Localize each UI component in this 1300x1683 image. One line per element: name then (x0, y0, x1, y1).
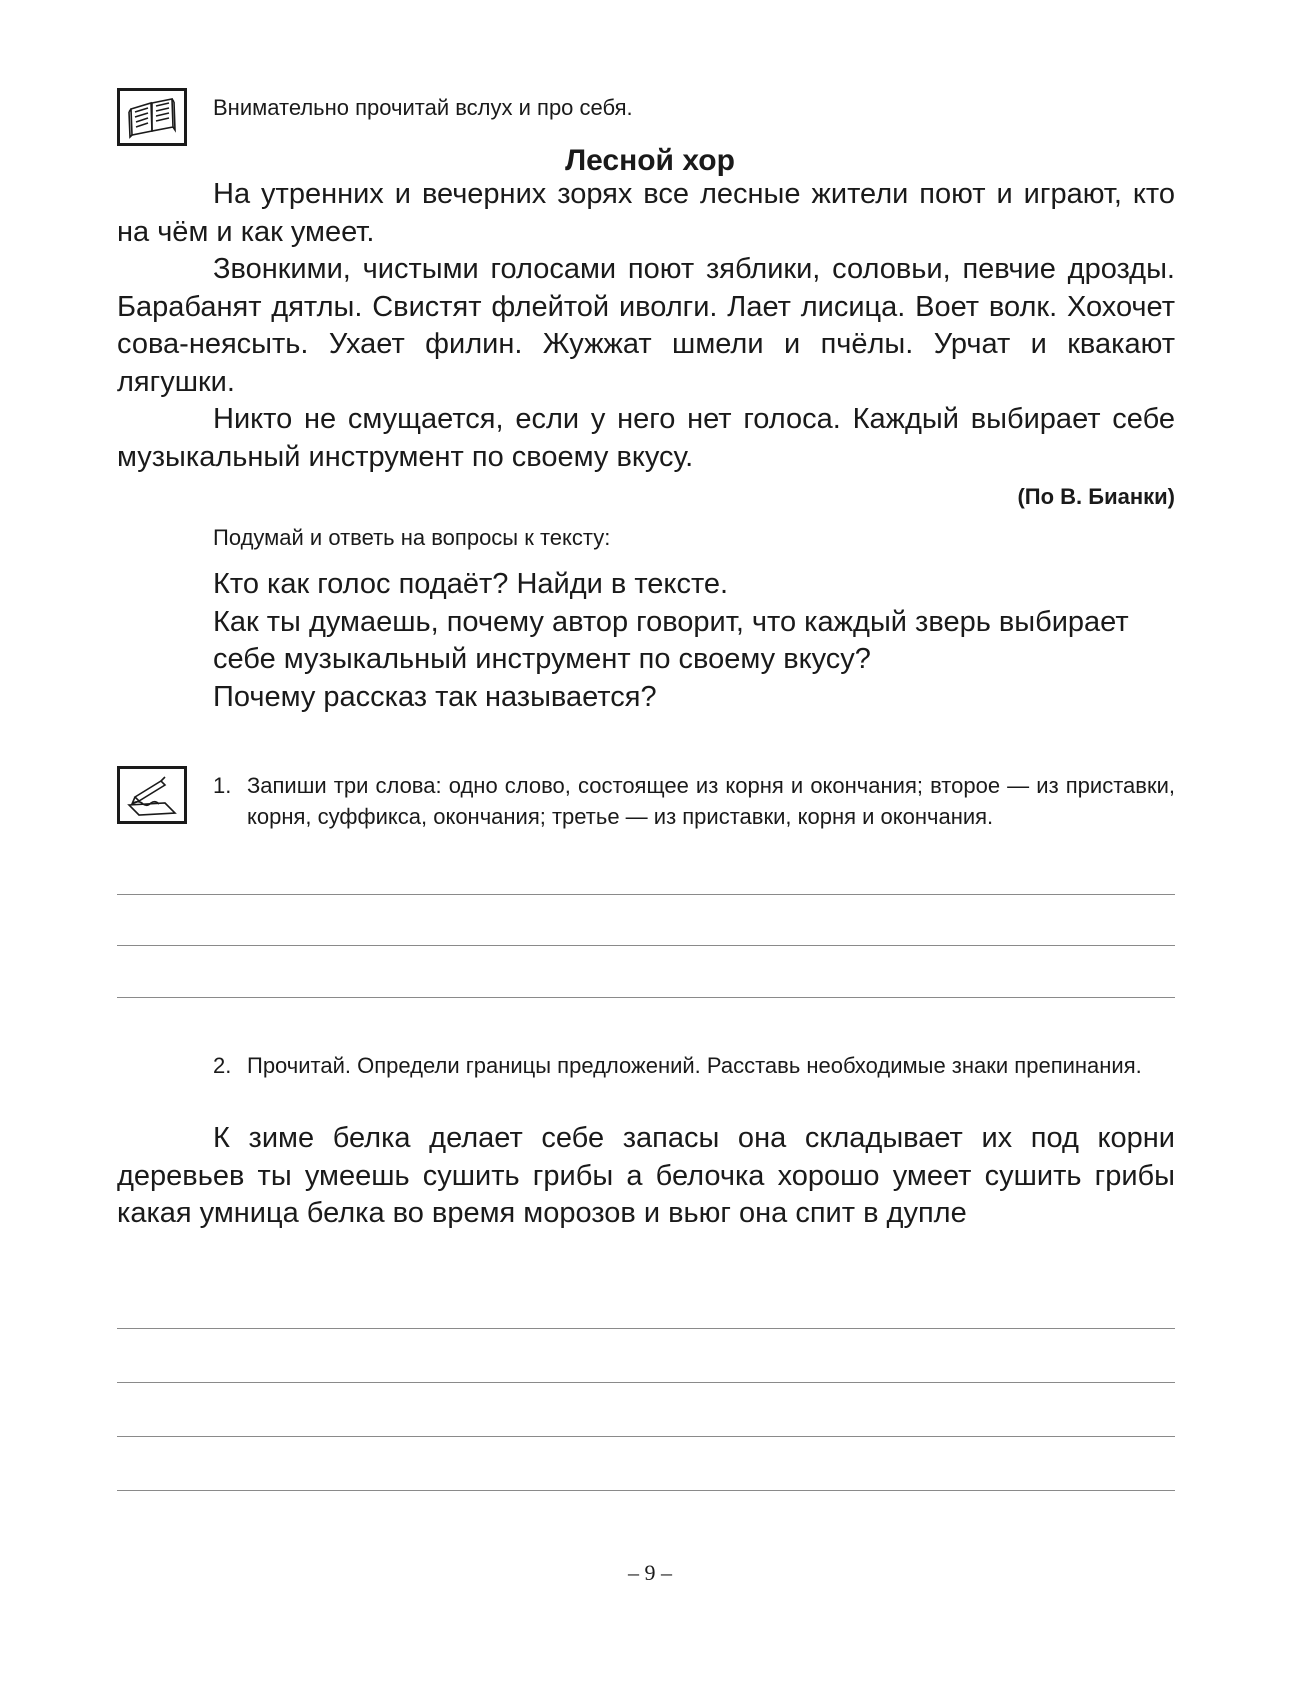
story-paragraph: Звонкими, чистыми голосами поют зяблики, соловьи, певчие дрозды. Барабанят дятлы. Свистят флейтой иволги. Лает лисица. Воет волк. Хохочет сова-неясыть. Ухает филин. Жужжат шмели и пчёлы. Урчат и квакают лягушки. (117, 253, 1175, 398)
answer-line[interactable] (117, 997, 1175, 998)
task-number: 2. (213, 1053, 232, 1078)
page-number: – 9 – (628, 1560, 672, 1585)
open-book-icon (117, 88, 187, 146)
exercise-text: К зиме белка делает себе запасы она складывает их под корни деревьев ты умеешь сушить грибы а белочка хорошо умеет сушить грибы какая умница белка во время морозов и вьюг она спит в дупле (117, 1122, 1175, 1229)
task-1 (213, 770, 1175, 832)
task-2 (213, 1050, 1175, 1081)
answer-line[interactable] (117, 1490, 1175, 1491)
task-text: Запиши три слова: одно слово, состоящее из корня и окончания; второе — из приставки, корня, суффикса, окончания; третье — из приставки, корня и окончания. (247, 773, 1175, 829)
question-item: Кто как голос подаёт? Найди в тексте. (213, 568, 729, 600)
exercise-text-block (117, 1120, 1175, 1233)
story-text (117, 176, 1175, 476)
story-paragraph: На утренних и вечерних зорях все лесные жители поют и играют, кто на чём и как умеет. (117, 178, 1175, 248)
answer-line[interactable] (117, 1382, 1175, 1383)
pen-writing-icon (117, 766, 187, 824)
question-item: Как ты думаешь, почему автор говорит, что каждый зверь выбирает себе музыкальный инструмент по своему вкусу? (213, 605, 1129, 675)
reading-instruction: Внимательно прочитай вслух и про себя. (213, 95, 633, 120)
questions-list (213, 566, 1175, 716)
story-title: Лесной хор (565, 144, 735, 177)
answer-line[interactable] (117, 894, 1175, 895)
task-text: Прочитай. Определи границы предложений. Расставь необходимые знаки препинания. (247, 1053, 1142, 1078)
answer-line[interactable] (117, 1436, 1175, 1437)
task-number: 1. (213, 773, 232, 798)
question-item: Почему рассказ так называется? (213, 680, 657, 713)
questions-intro: Подумай и ответь на вопросы к тексту: (213, 525, 611, 550)
answer-line[interactable] (117, 945, 1175, 946)
answer-line[interactable] (117, 1328, 1175, 1329)
story-author: (По В. Бианки) (1017, 484, 1175, 509)
story-paragraph: Никто не смущается, если у него нет голоса. Каждый выбирает себе музыкальный инструмент по своему вкусу. (117, 403, 1175, 473)
